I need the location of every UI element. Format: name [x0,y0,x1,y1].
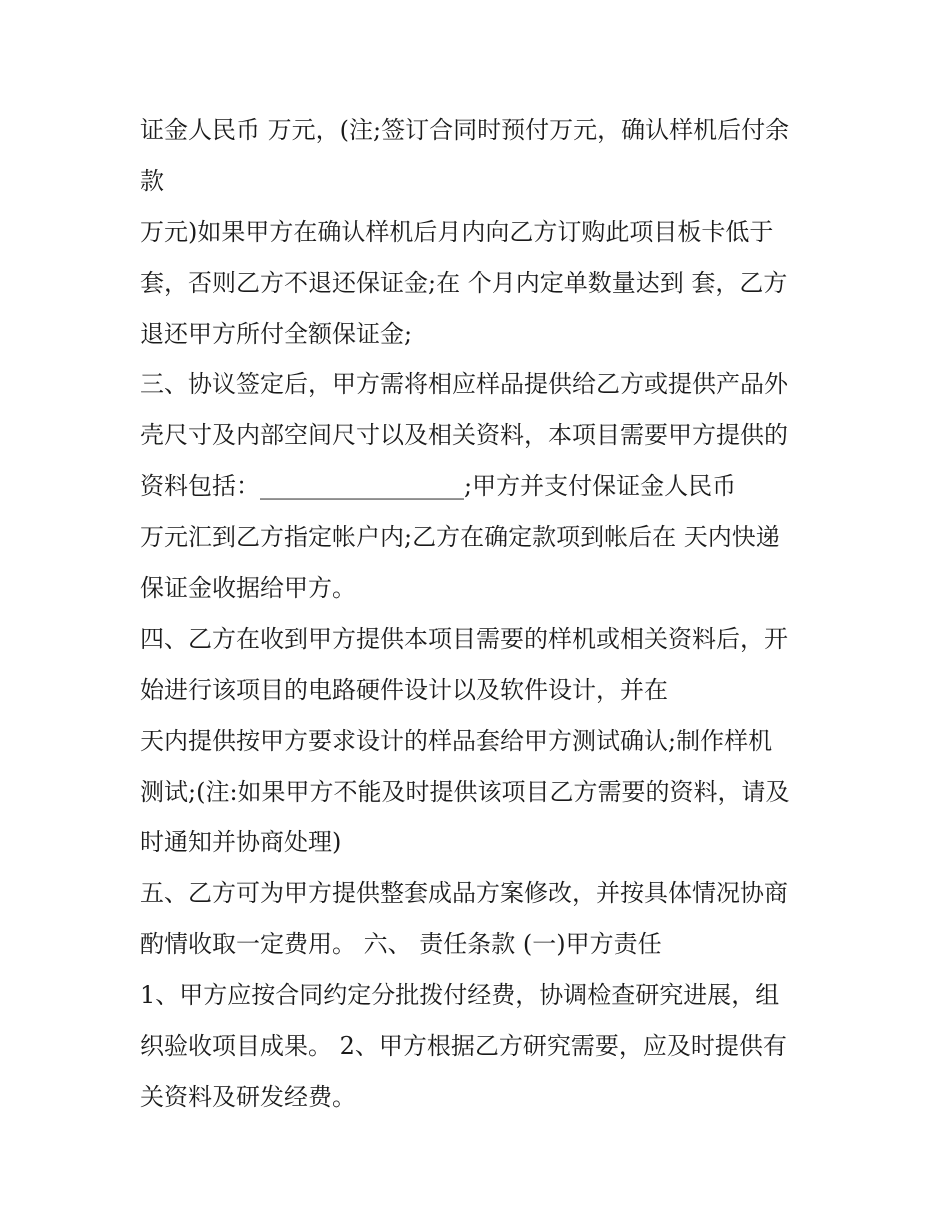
text-line: 套，否则乙方不退还保证金;在 个月内定单数量达到 套，乙方 [140,268,788,297]
text-line: 织验收项目成果。 2、甲方根据乙方研究需要，应及时提供有 [140,1032,787,1061]
text-line: 壳尺寸及内部空间尺寸以及相关资料，本项目需要甲方提供的 [140,421,788,450]
text-line: 退还甲方所付全额保证金; [140,319,413,348]
text-line: 五、乙方可为甲方提供整套成品方案修改，并按具体情况协商 [140,879,788,908]
text-line: 证金人民币 万元，(注;签订合同时预付万元，确认样机后付余 [140,116,790,144]
text-line: 始进行该项目的电路硬件设计以及软件设计，并在 [140,675,668,704]
text-line: 四、乙方在收到甲方提供本项目需要的样机或相关资料后，开 [140,624,788,653]
text-line: 测试;(注:如果甲方不能及时提供该项目乙方需要的资料，请及 [140,777,790,806]
text-line: 保证金收据给甲方。 [140,574,356,603]
text-line: 资料包括：_________________;甲方并支付保证金人民币 [140,472,737,501]
text-line: 万元)如果甲方在确认样机后月内向乙方订购此项目板卡低于 [140,217,774,246]
contract-body-text [140,105,830,1123]
text-line: 款 [140,166,164,195]
text-line: 三、协议签定后，甲方需将相应样品提供给乙方或提供产品外 [140,370,788,399]
text-line: 时通知并协商处理) [140,828,342,857]
text-line: 酌情收取一定费用。 六、 责任条款 (一)甲方责任 [140,930,662,959]
text-line: 天内提供按甲方要求设计的样品套给甲方测试确认;制作样机 [140,726,773,755]
text-line: 1、甲方应按合同约定分批拨付经费，协调检查研究进展，组 [140,981,780,1010]
text-line: 关资料及研发经费。 [140,1082,356,1111]
text-line: 万元汇到乙方指定帐户内;乙方在确定款项到帐后在 天内快递 [140,523,780,552]
